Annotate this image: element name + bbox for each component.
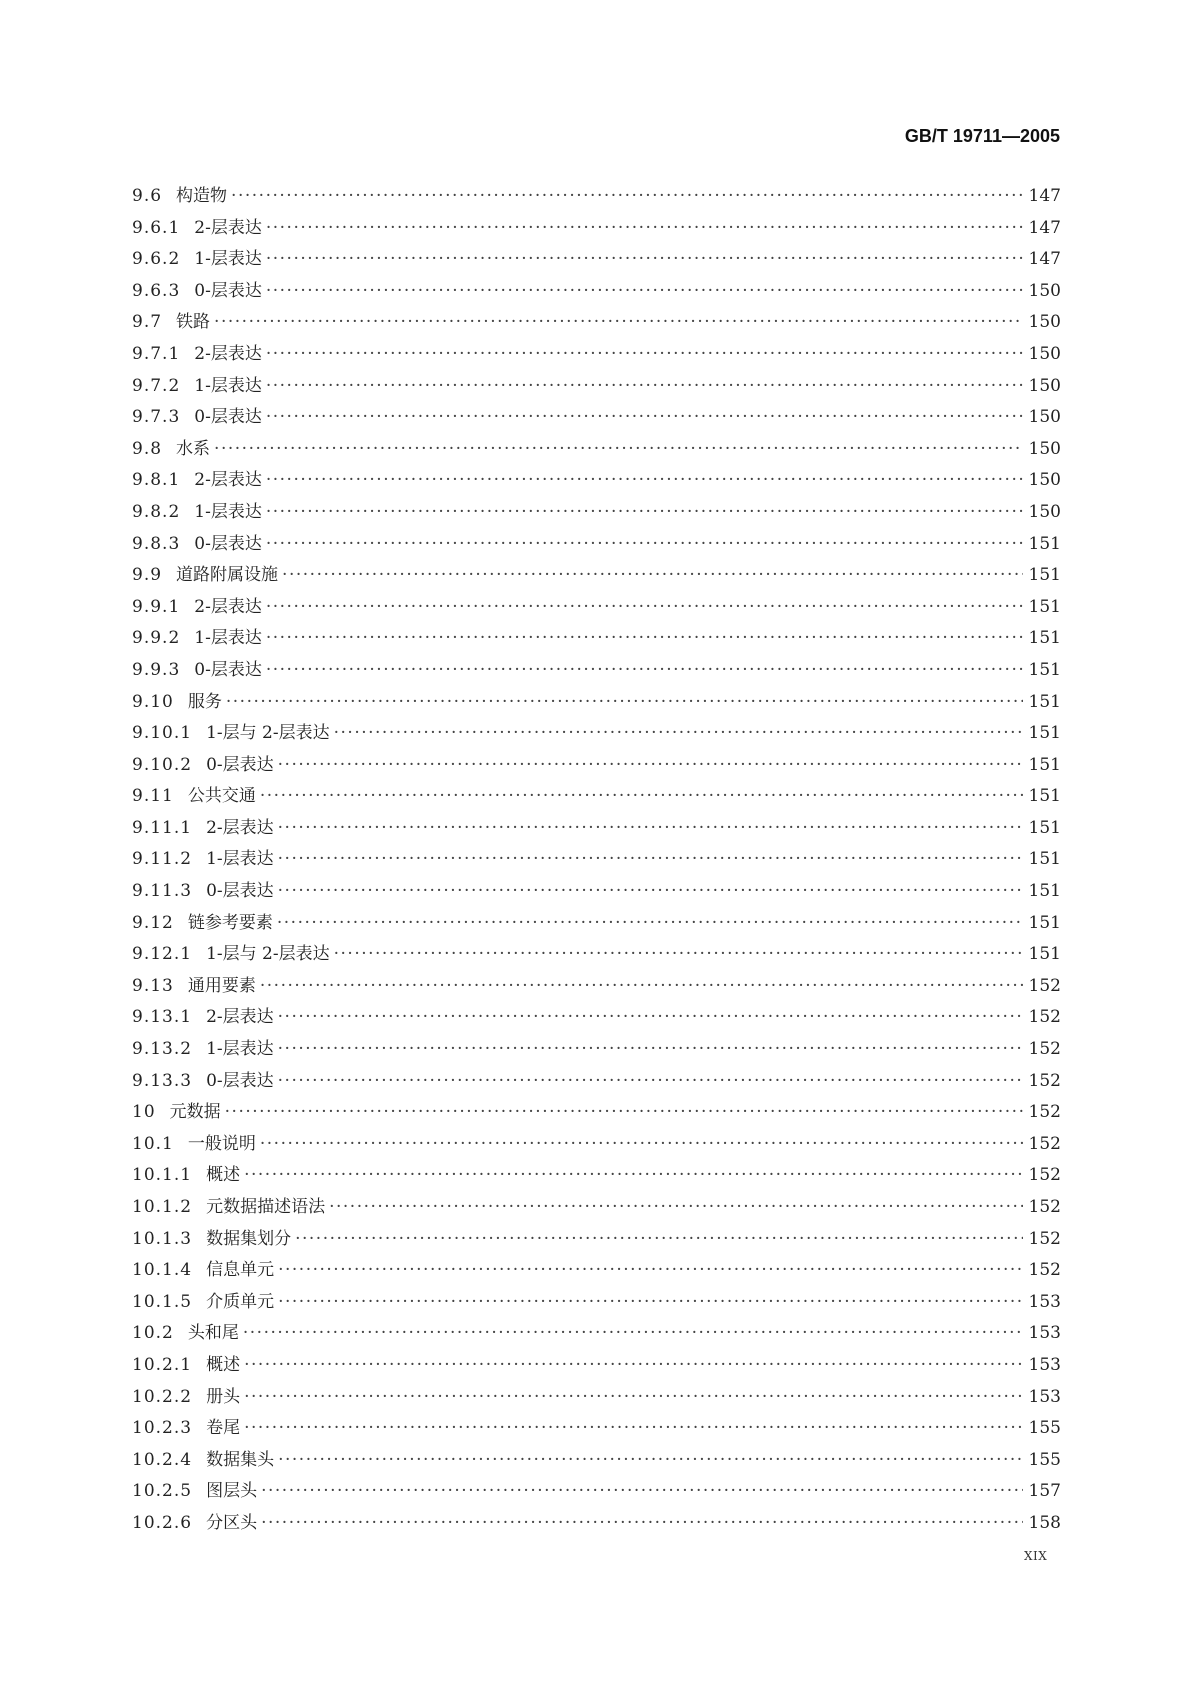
toc-entry-number: 9.12.1 — [132, 944, 193, 965]
toc-entry-number: 9.6.3 — [132, 280, 181, 301]
toc-entry — [132, 402, 1061, 434]
toc-leader-dots — [278, 876, 1023, 908]
toc-entry-title: 水系 — [176, 438, 211, 459]
toc-entry — [132, 1476, 1061, 1508]
toc-entry-number: 9.13.2 — [132, 1039, 193, 1060]
toc-leader-dots — [266, 465, 1023, 497]
toc-entry-number: 9.10 — [132, 691, 174, 712]
toc-entry-page: 151 — [1028, 596, 1061, 617]
toc-entry-number: 10.1 — [132, 1133, 174, 1154]
toc-entry-number: 10.1.4 — [132, 1260, 193, 1281]
toc-entry-page: 155 — [1028, 1449, 1061, 1470]
toc-entry-number: 9.7.2 — [132, 375, 181, 396]
toc-entry-page: 150 — [1028, 312, 1061, 333]
toc-entry-title: 0-层表达 — [206, 754, 274, 775]
table-of-contents — [132, 181, 1061, 1540]
toc-entry-number: 10.2.3 — [132, 1418, 193, 1439]
toc-entry-title: 分区头 — [206, 1512, 258, 1533]
toc-entry-title: 信息单元 — [206, 1260, 275, 1281]
toc-entry-page: 152 — [1028, 1228, 1061, 1249]
toc-leader-dots — [277, 908, 1023, 940]
toc-entry-title: 介质单元 — [206, 1291, 275, 1312]
toc-leader-dots — [278, 844, 1023, 876]
toc-entry-number: 10 — [132, 1102, 156, 1123]
toc-entry-number: 9.8 — [132, 438, 163, 459]
toc-entry-page: 152 — [1028, 1133, 1061, 1154]
toc-entry-page: 151 — [1028, 849, 1061, 870]
toc-entry-page: 152 — [1028, 1070, 1061, 1091]
standard-code: GB/T 19711—2005 — [904, 126, 1060, 146]
toc-leader-dots — [266, 339, 1023, 371]
toc-entry-page: 150 — [1028, 343, 1061, 364]
toc-entry — [132, 1034, 1061, 1066]
toc-entry-number: 9.11.2 — [132, 849, 193, 870]
toc-entry — [132, 718, 1061, 750]
toc-entry-number: 10.2.2 — [132, 1386, 193, 1407]
toc-entry-page: 151 — [1028, 691, 1061, 712]
toc-entry-page: 147 — [1028, 217, 1061, 238]
toc-entry-title: 数据集划分 — [206, 1228, 292, 1249]
toc-entry-title: 数据集头 — [206, 1449, 275, 1470]
toc-entry-page: 151 — [1028, 565, 1061, 586]
toc-entry-title: 0-层表达 — [194, 407, 262, 428]
toc-entry — [132, 213, 1061, 245]
toc-entry-number: 9.11.3 — [132, 881, 193, 902]
toc-entry-page: 153 — [1028, 1323, 1061, 1344]
toc-entry-page: 152 — [1028, 1197, 1061, 1217]
toc-leader-dots — [295, 1224, 1022, 1256]
toc-entry-number: 10.2 — [132, 1323, 174, 1344]
toc-entry-page: 150 — [1028, 280, 1061, 301]
toc-entry-page: 153 — [1028, 1386, 1061, 1407]
toc-entry-page: 151 — [1028, 533, 1061, 554]
toc-entry — [132, 1129, 1061, 1161]
toc-entry — [132, 971, 1061, 1003]
toc-entry-page: 152 — [1028, 1039, 1061, 1060]
toc-leader-dots — [225, 1097, 1023, 1129]
toc-leader-dots — [278, 750, 1023, 782]
toc-entry-title: 图层头 — [206, 1481, 258, 1502]
toc-entry-title: 元数据描述语法 — [206, 1197, 326, 1217]
toc-entry — [132, 939, 1061, 971]
toc-leader-dots — [244, 1350, 1022, 1382]
toc-entry-page: 152 — [1028, 1260, 1061, 1281]
toc-entry-number: 9.7.3 — [132, 407, 181, 428]
toc-entry-title: 0-层表达 — [194, 280, 262, 301]
toc-entry-number: 9.6.2 — [132, 249, 181, 270]
toc-entry-title: 2-层表达 — [194, 343, 262, 364]
toc-entry — [132, 813, 1061, 845]
toc-entry-number: 10.1.1 — [132, 1165, 193, 1186]
page-folio: XIX — [1024, 1549, 1048, 1563]
toc-entry-title: 1-层表达 — [194, 249, 262, 270]
toc-entry — [132, 908, 1061, 940]
toc-entry-number: 9.13.1 — [132, 1007, 193, 1028]
toc-entry-title: 道路附属设施 — [176, 565, 279, 586]
toc-leader-dots — [266, 402, 1023, 434]
toc-entry — [132, 592, 1061, 624]
toc-entry-number: 9.10.1 — [132, 723, 193, 744]
toc-leader-dots — [266, 497, 1023, 529]
toc-entry — [132, 1224, 1061, 1256]
toc-entry-title: 1-层与 2-层表达 — [206, 944, 330, 965]
toc-entry — [132, 497, 1061, 529]
toc-entry-number: 10.2.5 — [132, 1481, 193, 1502]
toc-leader-dots — [226, 687, 1023, 719]
toc-entry — [132, 181, 1061, 213]
toc-leader-dots — [278, 1255, 1022, 1287]
toc-entry-number: 9.11 — [132, 786, 174, 807]
toc-entry-number: 10.1.2 — [132, 1197, 193, 1217]
toc-entry-page: 152 — [1028, 975, 1061, 996]
toc-entry-title: 头和尾 — [187, 1323, 239, 1344]
toc-entry-number: 9.6.1 — [132, 217, 181, 238]
toc-entry — [132, 781, 1061, 813]
toc-entry-title: 0-层表达 — [194, 533, 262, 554]
toc-leader-dots — [334, 939, 1023, 971]
toc-entry-number: 10.1.5 — [132, 1291, 193, 1312]
toc-entry — [132, 1066, 1061, 1098]
toc-leader-dots — [278, 1287, 1022, 1319]
toc-entry-number: 9.9 — [132, 565, 163, 586]
toc-leader-dots — [244, 1160, 1022, 1192]
toc-entry-page: 147 — [1028, 186, 1061, 206]
toc-entry-title: 元数据 — [169, 1102, 221, 1123]
toc-entry-title: 2-层表达 — [194, 596, 262, 617]
toc-entry-page: 151 — [1028, 881, 1061, 902]
toc-leader-dots — [278, 1066, 1023, 1098]
toc-entry-title: 1-层表达 — [206, 1039, 274, 1060]
toc-entry-title: 卷尾 — [206, 1418, 241, 1439]
toc-entry-title: 2-层表达 — [206, 1007, 274, 1028]
toc-entry-number: 10.2.4 — [132, 1449, 193, 1470]
toc-entry-title: 公共交通 — [187, 786, 256, 807]
toc-entry — [132, 1002, 1061, 1034]
toc-entry-title: 通用要素 — [187, 975, 256, 996]
toc-entry-title: 册头 — [206, 1386, 241, 1407]
toc-leader-dots — [278, 813, 1023, 845]
toc-leader-dots — [266, 529, 1023, 561]
toc-leader-dots — [282, 560, 1023, 592]
toc-entry-page: 150 — [1028, 470, 1061, 491]
toc-entry — [132, 276, 1061, 308]
toc-entry — [132, 1508, 1061, 1540]
toc-leader-dots — [214, 307, 1023, 339]
toc-leader-dots — [261, 1476, 1022, 1508]
toc-leader-dots — [334, 718, 1023, 750]
toc-entry-title: 概述 — [206, 1165, 241, 1186]
toc-leader-dots — [231, 181, 1023, 213]
toc-entry-number: 9.9.3 — [132, 659, 181, 680]
toc-entry-page: 151 — [1028, 723, 1061, 744]
toc-leader-dots — [260, 1129, 1023, 1161]
toc-entry-title: 2-层表达 — [194, 470, 262, 491]
toc-entry-number: 9.8.2 — [132, 501, 181, 522]
toc-entry-page: 158 — [1028, 1512, 1061, 1533]
toc-entry-number: 9.8.3 — [132, 533, 181, 554]
toc-entry — [132, 1382, 1061, 1414]
toc-entry-number: 10.1.3 — [132, 1228, 193, 1249]
toc-leader-dots — [261, 1508, 1022, 1540]
toc-leader-dots — [266, 213, 1023, 245]
toc-leader-dots — [266, 592, 1023, 624]
toc-entry — [132, 844, 1061, 876]
toc-entry-page: 151 — [1028, 754, 1061, 775]
toc-entry-page: 151 — [1028, 817, 1061, 838]
toc-leader-dots — [329, 1192, 1022, 1224]
toc-entry-number: 9.6 — [132, 186, 163, 206]
toc-entry-title: 2-层表达 — [206, 817, 274, 838]
toc-entry-number: 10.2.6 — [132, 1512, 193, 1533]
toc-entry — [132, 1350, 1061, 1382]
toc-entry — [132, 465, 1061, 497]
toc-entry-number: 9.7.1 — [132, 343, 181, 364]
toc-entry — [132, 244, 1061, 276]
toc-entry-number: 9.9.1 — [132, 596, 181, 617]
toc-entry — [132, 750, 1061, 782]
toc-leader-dots — [266, 244, 1023, 276]
toc-leader-dots — [266, 371, 1023, 403]
toc-entry-page: 153 — [1028, 1291, 1061, 1312]
toc-entry-page: 150 — [1028, 407, 1061, 428]
toc-entry — [132, 371, 1061, 403]
toc-entry-number: 9.11.1 — [132, 817, 193, 838]
toc-entry-page: 152 — [1028, 1102, 1061, 1123]
toc-entry — [132, 560, 1061, 592]
toc-entry-title: 链参考要素 — [187, 912, 273, 933]
toc-entry-title: 1-层表达 — [206, 849, 274, 870]
toc-leader-dots — [260, 781, 1023, 813]
toc-entry-page: 153 — [1028, 1354, 1061, 1375]
toc-entry-page: 150 — [1028, 501, 1061, 522]
toc-entry-page: 151 — [1028, 628, 1061, 649]
toc-entry-number: 9.12 — [132, 912, 174, 933]
toc-entry-title: 2-层表达 — [194, 217, 262, 238]
toc-entry-title: 0-层表达 — [194, 659, 262, 680]
toc-entry-page: 151 — [1028, 659, 1061, 680]
toc-entry-page: 151 — [1028, 912, 1061, 933]
toc-leader-dots — [278, 1002, 1023, 1034]
toc-entry-page: 150 — [1028, 375, 1061, 396]
toc-entry-number: 9.8.1 — [132, 470, 181, 491]
toc-entry — [132, 876, 1061, 908]
toc-entry — [132, 1160, 1061, 1192]
toc-entry — [132, 307, 1061, 339]
toc-entry-title: 概述 — [206, 1354, 241, 1375]
toc-entry-title: 0-层表达 — [206, 881, 274, 902]
toc-entry — [132, 1255, 1061, 1287]
toc-entry — [132, 687, 1061, 719]
toc-entry — [132, 623, 1061, 655]
toc-leader-dots — [278, 1445, 1022, 1477]
toc-entry-page: 157 — [1028, 1481, 1061, 1502]
toc-entry — [132, 655, 1061, 687]
toc-entry-page: 151 — [1028, 944, 1061, 965]
toc-entry-number: 9.13.3 — [132, 1070, 193, 1091]
toc-leader-dots — [266, 655, 1023, 687]
toc-entry-page: 152 — [1028, 1007, 1061, 1028]
toc-entry-title: 1-层表达 — [194, 628, 262, 649]
toc-leader-dots — [244, 1382, 1022, 1414]
toc-entry-page: 152 — [1028, 1165, 1061, 1186]
toc-entry-title: 1-层表达 — [194, 375, 262, 396]
toc-entry-page: 147 — [1028, 249, 1061, 270]
toc-entry — [132, 529, 1061, 561]
toc-entry — [132, 339, 1061, 371]
toc-leader-dots — [214, 434, 1023, 466]
toc-entry — [132, 1097, 1061, 1129]
toc-entry-number: 9.9.2 — [132, 628, 181, 649]
toc-entry — [132, 1318, 1061, 1350]
toc-entry-title: 服务 — [187, 691, 222, 712]
toc-entry-number: 9.7 — [132, 312, 163, 333]
toc-entry — [132, 1287, 1061, 1319]
toc-entry-title: 1-层表达 — [194, 501, 262, 522]
toc-entry-title: 构造物 — [176, 186, 228, 206]
toc-entry-title: 0-层表达 — [206, 1070, 274, 1091]
toc-leader-dots — [266, 623, 1023, 655]
toc-entry-number: 9.10.2 — [132, 754, 193, 775]
toc-entry-number: 10.2.1 — [132, 1354, 193, 1375]
toc-leader-dots — [266, 276, 1023, 308]
toc-leader-dots — [260, 971, 1023, 1003]
toc-leader-dots — [244, 1413, 1022, 1445]
toc-entry-title: 1-层与 2-层表达 — [206, 723, 330, 744]
toc-entry-title: 一般说明 — [187, 1133, 256, 1154]
toc-entry-number: 9.13 — [132, 975, 174, 996]
toc-entry-page: 155 — [1028, 1418, 1061, 1439]
toc-entry-page: 150 — [1028, 438, 1061, 459]
toc-entry — [132, 1192, 1061, 1224]
toc-entry — [132, 1445, 1061, 1477]
toc-entry — [132, 1413, 1061, 1445]
toc-leader-dots — [243, 1318, 1023, 1350]
toc-entry — [132, 434, 1061, 466]
toc-entry-title: 铁路 — [176, 312, 211, 333]
toc-leader-dots — [278, 1034, 1023, 1066]
toc-entry-page: 151 — [1028, 786, 1061, 807]
